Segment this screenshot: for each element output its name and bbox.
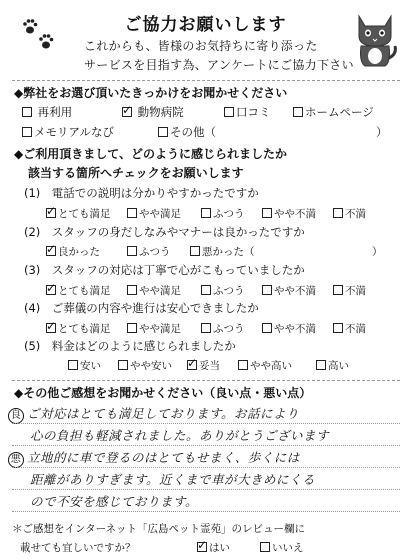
q2-item1-opt3[interactable]: ふつう: [201, 206, 245, 221]
q2-item1-checkbox5[interactable]: [333, 208, 343, 218]
comment-bad-line2: 距離がありすぎます。近くまで車が大きめにくる: [30, 472, 316, 487]
divider: [12, 80, 400, 81]
q1-option-reuse[interactable]: 再利用: [22, 104, 72, 120]
q1-option-memorial[interactable]: メモリアルなび: [22, 124, 114, 140]
bad-badge: 悪: [8, 452, 24, 468]
q1-option-other[interactable]: その他（: [158, 124, 216, 140]
q1-option-vet[interactable]: ✓ 動物病院: [122, 104, 184, 120]
q2-item3-opt4[interactable]: やや不満: [262, 283, 316, 298]
q2-item1-checkbox1[interactable]: [46, 208, 56, 218]
q2-item3-opt1[interactable]: ✓とても満足: [46, 283, 111, 298]
q2-item4-checkbox1[interactable]: [46, 323, 56, 333]
q2-item5-checkbox2[interactable]: [118, 360, 128, 370]
q2-item3-checkbox5[interactable]: [333, 285, 343, 295]
q2-item1-opt2[interactable]: やや満足: [127, 206, 181, 221]
q2-label-line1: ◆ご利用頂きまして、どのように感じられましたか: [14, 147, 287, 161]
q2-item4-opt5[interactable]: 不満: [333, 321, 366, 336]
q2-item2-opt2[interactable]: ふつう: [127, 244, 171, 259]
q2-item2-checkbox3[interactable]: [190, 246, 200, 256]
q1-checkbox-vet[interactable]: [122, 107, 132, 117]
q1-checkbox-wordofmouth[interactable]: [224, 107, 234, 117]
q2-item5-checkbox3[interactable]: [187, 360, 197, 370]
q1-checkbox-reuse[interactable]: [22, 107, 32, 117]
q2-item4-opt3[interactable]: ふつう: [201, 321, 245, 336]
intro-line-2: サービスを目指す為、アンケートにご協力下さい: [84, 58, 354, 72]
good-badge: 良: [8, 408, 24, 424]
intro-line-1: これからも、皆様のお気持ちに寄り添った: [84, 39, 318, 53]
q2-item3-opt3[interactable]: ふつう: [201, 283, 245, 298]
q1-label: ◆弊社をお選び頂いたきっかけをお聞かせください: [14, 86, 288, 100]
q2-item2-checkbox2[interactable]: [127, 246, 137, 256]
comment-bad-line1: 悪 立地的に車で登るのはとてもせまく、歩くには: [8, 448, 300, 468]
q2-item5-opt5[interactable]: 高い: [316, 358, 349, 373]
q2-item4-opt2[interactable]: やや満足: [127, 321, 181, 336]
comment-line: [12, 511, 400, 512]
q2-item3-checkbox2[interactable]: [127, 285, 137, 295]
q2-item5-checkbox5[interactable]: [316, 360, 326, 370]
footer-line1: ＊ご感想をインターネット「広島ペット霊苑」のレビュー欄に: [12, 523, 306, 535]
q2-item4-checkbox4[interactable]: [262, 323, 272, 333]
q2-item1-opt4[interactable]: やや不満: [262, 206, 316, 221]
q2-item1-checkbox2[interactable]: [127, 208, 137, 218]
q2-item1-checkbox4[interactable]: [262, 208, 272, 218]
footer-no[interactable]: いいえ: [260, 540, 304, 555]
q1-option-wordofmouth[interactable]: 口コミ: [224, 104, 271, 120]
q2-item5-opt1[interactable]: 安い: [68, 358, 101, 373]
page-title: ご協力お願いします: [124, 15, 287, 35]
q2-item3-opt2[interactable]: やや満足: [127, 283, 181, 298]
comment-bad-line3: ので不安を感じております。: [30, 494, 199, 509]
q1-option-homepage[interactable]: ホームページ: [293, 104, 374, 120]
q2-item2-opt1[interactable]: ✓良かった: [46, 244, 100, 259]
comment-good-line1: 良 ご対応はとても満足しております。お話により: [8, 404, 299, 424]
q2-item4-checkbox5[interactable]: [333, 323, 343, 333]
footer-line2: 載せても宜しいですか？: [20, 542, 136, 554]
q2-item2-label: (2) スタッフの身だしなみやマナーは良かったですか: [24, 225, 305, 239]
q2-item3-opt5[interactable]: 不満: [333, 283, 366, 298]
footer-checkbox-yes[interactable]: [197, 542, 207, 552]
q2-item3-label: (3) スタッフの対応は丁寧で心がこもっていましたか: [24, 263, 305, 277]
footer-yes[interactable]: ✓ はい: [197, 540, 230, 555]
q2-label-line2: 該当する箇所へチェックをお願いします: [28, 166, 244, 180]
q2-item5-label: (5) 料金はどのように感じられましたか: [24, 339, 236, 353]
q3-label: ◆その他ご感想をお聞かせください（良い点・悪い点）: [14, 386, 312, 400]
q1-checkbox-other[interactable]: [158, 127, 168, 137]
divider: [12, 380, 400, 381]
q2-item5-opt4[interactable]: やや高い: [238, 358, 292, 373]
comment-line: [12, 489, 400, 490]
q2-item4-opt4[interactable]: やや不満: [262, 321, 316, 336]
q2-item1-label: (1) 電話での説明は分かりやすかったですか: [24, 186, 259, 200]
q2-item1-opt1[interactable]: ✓とても満足: [46, 206, 111, 221]
q2-item3-checkbox3[interactable]: [201, 285, 211, 295]
q2-item5-opt3[interactable]: ✓ 妥当: [187, 358, 220, 373]
q2-item4-checkbox2[interactable]: [127, 323, 137, 333]
q2-item4-label: (4) ご葬儀の内容や進行は安心できましたか: [24, 301, 259, 315]
q2-item5-checkbox1[interactable]: [68, 360, 78, 370]
q1-checkbox-memorial[interactable]: [22, 127, 32, 137]
q2-item2-close: ）: [372, 246, 383, 258]
comment-line: [12, 445, 400, 446]
q2-item5-opt2[interactable]: やや安い: [118, 358, 172, 373]
q2-item3-checkbox4[interactable]: [262, 285, 272, 295]
q2-item2-checkbox1[interactable]: [46, 246, 56, 256]
comment-line: [12, 467, 400, 468]
q2-item5-checkbox4[interactable]: [238, 360, 248, 370]
q1-checkbox-homepage[interactable]: [293, 107, 303, 117]
q2-item4-checkbox3[interactable]: [201, 323, 211, 333]
q2-item3-checkbox1[interactable]: [46, 285, 56, 295]
q1-other-close: ）: [376, 125, 388, 139]
q2-item4-opt1[interactable]: ✓とても満足: [46, 321, 111, 336]
comment-good-line2: 心の負担も軽減されました。ありがとうございます: [30, 428, 330, 443]
footer-checkbox-no[interactable]: [260, 542, 270, 552]
q2-item1-checkbox3[interactable]: [201, 208, 211, 218]
q2-item2-opt3[interactable]: 悪かった（: [190, 244, 255, 259]
comment-line: [12, 423, 400, 424]
q2-item1-opt5[interactable]: 不満: [333, 206, 366, 221]
